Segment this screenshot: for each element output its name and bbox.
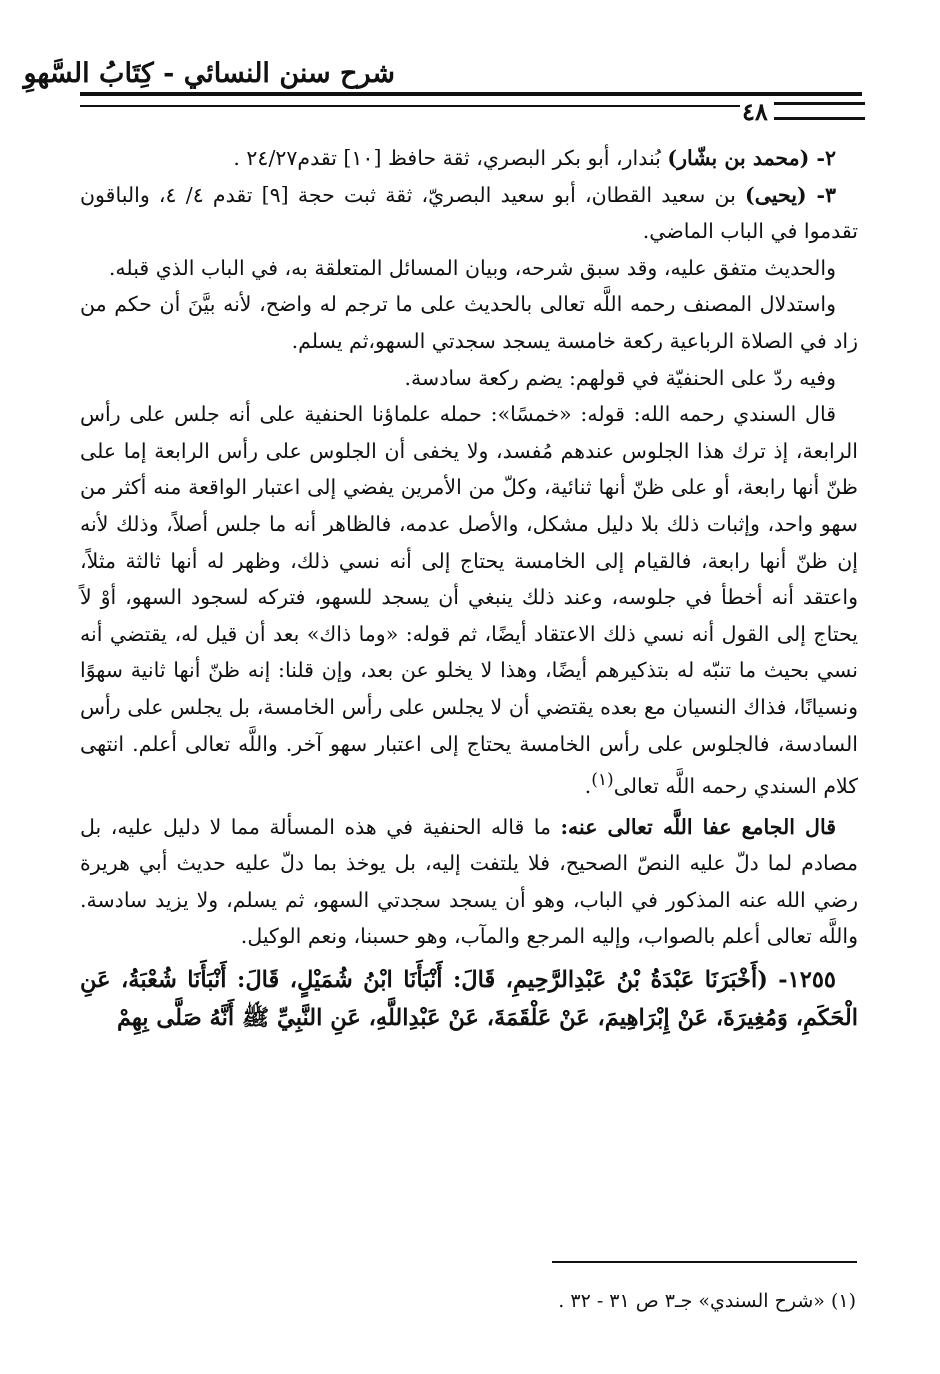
hanafi-rebuttal-paragraph: وفيه ردّ على الحنفيّة في قولهم: يضم ركعة سادسة. [404, 365, 836, 390]
footnote-1: (١) «شرح السندي» جـ٣ ص ٣١ - ٣٢ . [558, 1290, 856, 1312]
narrator-2-name: ٢- (محمد بن بشّار) [667, 146, 836, 170]
sindi-quote-end: . [584, 773, 592, 798]
narrator-2-text: بُندار، أبو بكر البصري، ثقة حافظ [١٠] تقدم٢٤/٢٧ . [233, 146, 668, 170]
agreed-hadith-paragraph: والحديث متفق عليه، وقد سبق شرحه، وبيان المسائل المتعلقة به، في الباب الذي قبله. [108, 255, 836, 280]
sindi-quote-paragraph [80, 396, 858, 804]
narrator-2-paragraph [80, 140, 858, 177]
main-text [80, 140, 858, 1037]
sindi-quote-text: قال السندي رحمه الله: قوله: «خمسًا»: حمله علماؤنا الحنفية على أنه جلس على رأس الرابعة، إذ ترك هذا الجلوس عندهم مُفسد، ولا يخفى أن الجلوس على رأس الرابعة إما على ظنّ أنها رابعة، أو على ظنّ أنها ثنائية، وكلّ من الأمرين يفضي إلى اعتبار الواقعة منه أكثر من سهو واحد، وإثبات ذلك بلا دليل مشكل، والأصل عدمه، فالظاهر أنه ما جلس أصلاً، وذلك لأنه إن ظنّ أنها رابعة، فالقيام إلى الخامسة يحتاج إلى أنه نسي ذلك، وظهر له أنها ثالثة مثلاً، واعتقد أنه أخطأ في جلوسه، وعند ذلك ينبغي أن يسجد للسهو، فتركه لسجود السهو، أوْ لاً يحتاج إلى القول أنه نسي ذلك الاعتقاد أيضًا، ثم قوله: «وما ذاك» بعد أن قيل له، يقتضي أنه نسي بحيث ما تنبّه له بتذكيرهم أيضًا، وهذا لا يخلو عن بعد، وإن قلنا: إنه ظنّ أنها ثانية سهوًا ونسيانًا، فذاك النسيان مع بعده يقتضي أن لا يجلس على رأس الخامسة، بل يجلس على رأس السادسة، فالجلوس على رأس الخامسة يحتاج إلى اعتبار سهو آخر. واللَّه تعالى أعلم. انتهى كلام السندي رحمه اللَّه تعالى [80, 402, 858, 798]
compiler-comment-text: ما قاله الحنفية في هذه المسألة مما لا دليل عليه، بل مصادم لما دلّ عليه النصّ الصحيح، فلا يلتفت إليه، بل يوخذ بما دلّ عليه حديث أبي هريرة رضي الله عنه المذكور في الباب، وهو أن يسجد سجدتي السهو، ثم يسلم، ولا يزيد سادسة. واللَّه تعالى أعلم بالصواب، وإليه المرجع والمآب، وهو حسبنا، ونعم الوكيل. [80, 814, 858, 949]
inference-paragraph: واستدلال المصنف رحمه اللَّه تعالى بالحديث على ما ترجم له واضح، لأنه بيَّنَ أن حكم من زاد في الصلاة الرباعية ركعة خامسة يسجد سجدتي السهو،ثم يسلم. [80, 292, 858, 353]
narrator-3-text: بن سعيد القطان، أبو سعيد البصريّ، ثقة ثبت حجة [٩] تقدم ٤/ ٤، والباقون تقدموا في الباب الماضي. [80, 182, 858, 244]
page-number-ornament [774, 102, 865, 120]
footnote-ref: (١) [591, 770, 614, 791]
footnote-separator [552, 1261, 857, 1263]
page-number-block [740, 98, 865, 124]
running-header-title: شرح سنن النسائي - كِتَابُ السَّهوِ [23, 58, 395, 89]
narrator-3-paragraph [80, 177, 858, 250]
page-number: ٤٨ [742, 96, 768, 126]
hadith-1255-text: ١٢٥٥- (أَخْبَرَنَا عَبْدَةُ بْنُ عَبْدِالرَّحِيمِ، قَالَ: أَنْبَأَنَا ابْنُ شُمَيْلٍ، قَالَ: أَنْبَأَنَا شُعْبَةُ، عَنِ الْحَكَمِ، وَمُغِيرَةَ، عَنْ إِبْرَاهِيمَ، عَنْ عَلْقَمَةَ، عَنْ عَبْدِاللَّهِ، عَنِ النَّبِيِّ ﷺ أَنَّهُ صَلَّى بِهِمْ [80, 966, 858, 1031]
compiler-comment-label: قال الجامع عفا اللَّه تعالى عنه: [560, 814, 836, 839]
compiler-comment-paragraph [80, 809, 858, 955]
narrator-3-name: ٣- (يحيى) [745, 182, 836, 207]
